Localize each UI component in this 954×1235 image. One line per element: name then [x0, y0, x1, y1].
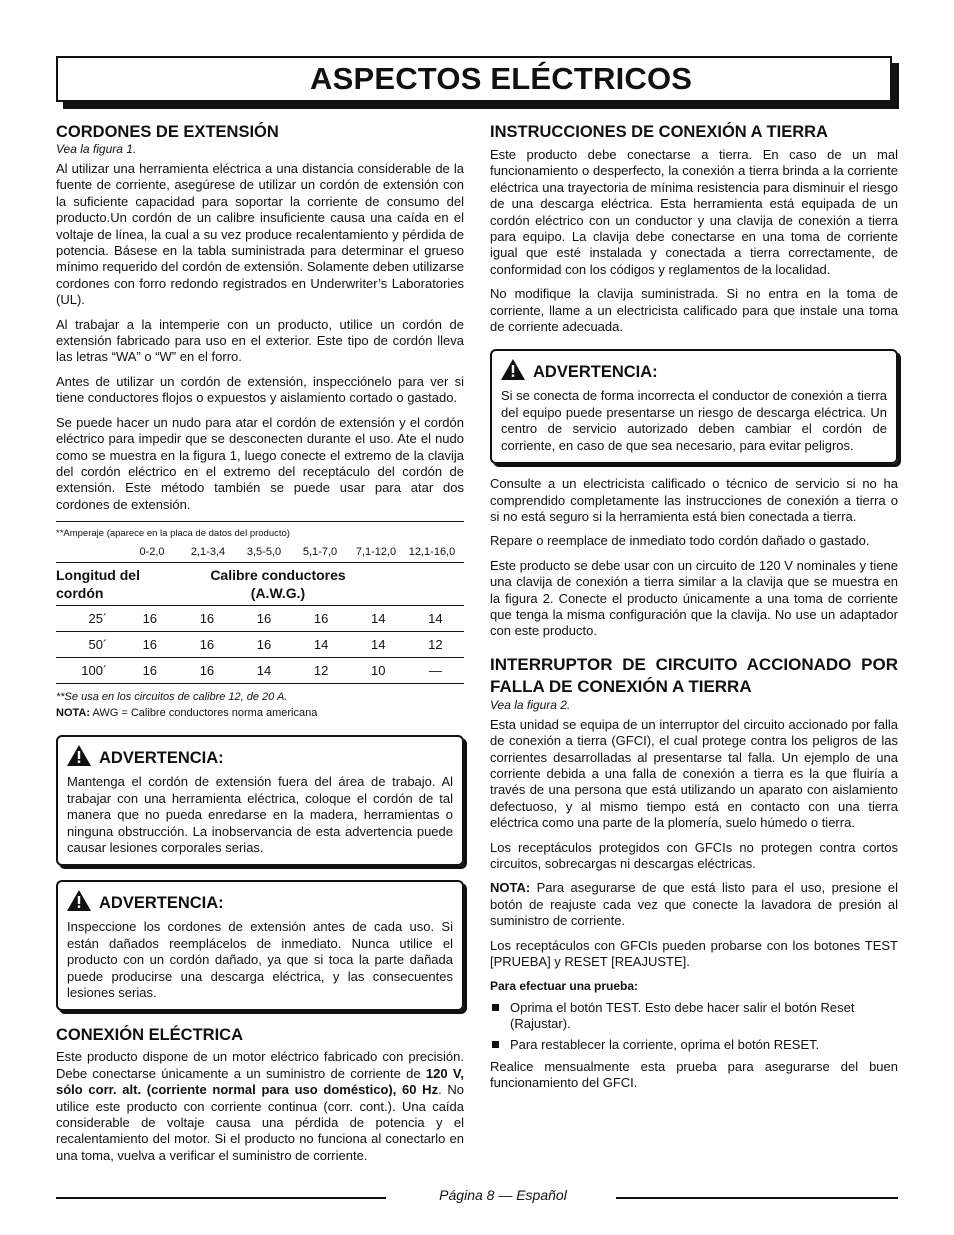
warning-title: ADVERTENCIA:	[99, 893, 224, 912]
square-bullet-icon	[492, 1004, 499, 1011]
gauge-cell: 16	[199, 637, 215, 653]
gauge-cell: 16	[199, 611, 215, 627]
paragraph: Los receptáculos protegidos con GFCIs no protegen contra cortos circuitos, sobrecargas ni descargas eléctricas.	[490, 839, 898, 871]
voltage-spec: 120 V, sólo corr. alt. (corriente normal para uso doméstico), 60 Hz	[56, 1065, 464, 1098]
warning-box	[56, 880, 464, 1011]
gauge-cell: 14	[371, 611, 386, 627]
paragraph	[490, 880, 898, 929]
figure-reference: Vea la figura 1.	[56, 142, 137, 156]
paragraph: Consulte a un electricista calificado o técnico de servicio si no ha comprendido completamente las instrucciones de conexión a tierra o si no está seguro si la herramienta está bien conectada a tierra.	[490, 476, 898, 524]
paragraph: No modifique la clavija suministrada. Si no entra en la toma de corriente, llame a un electricista calificado para que instale una toma de corriente adecuada.	[490, 286, 898, 335]
table-row	[56, 606, 464, 632]
table-note	[56, 705, 464, 721]
paragraph: Se puede hacer un nudo para atar el cordón de extensión y el cordón eléctrico para impedir que se desconecten durante el uso. Ate el nudo como se muestra en la figura 1, luego conecte el extremo de la clavija del cordón eléctrico en el extremo del receptáculo del cordón de extensión. Este método también se puede usar para atar dos cordones de extensión.	[56, 414, 464, 512]
gauge-column-header: Calibre conductores (A.W.G.)	[210, 566, 346, 601]
amperage-range: 3,5-5,0	[246, 545, 282, 558]
gauge-cell: 16	[199, 663, 215, 679]
warning-text: Si se conecta de forma incorrecta el conductor de conexión a tierra del equipo puede presentarse un riesgo de descarga eléctrica. Un centro de servicio autorizado deben cambiar el cordón de corriente, en caso de que sea necesario, para evitar peligros.	[501, 388, 887, 453]
gauge-cell: 16	[142, 637, 158, 653]
amperage-note: **Amperaje (aparece en la placa de datos del producto)	[56, 528, 290, 540]
gauge-table	[56, 521, 464, 721]
warning-box	[56, 735, 464, 866]
note-label: NOTA:	[490, 880, 531, 896]
gauge-cell: 16	[256, 637, 272, 653]
warning-triangle-icon	[501, 359, 525, 385]
warning-box	[490, 349, 898, 464]
paragraph-text: Este producto dispone de un motor eléctrico fabricado con precisión. Debe conectarse únicamente a un suministro de corriente de	[56, 1049, 464, 1081]
warning-text: Inspeccione los cordones de extensión antes de cada uso. Si están dañados reemplácelos de inmediato. Nunca utilice el producto con un cordón dañado, ya que si toca la parte dañada puede producirse una descarga eléctrica, y las consecuentes lesiones serias.	[67, 919, 453, 1000]
warning-title: ADVERTENCIA:	[533, 362, 658, 381]
gauge-cell: 14	[256, 663, 272, 679]
table-row	[56, 657, 464, 683]
step-text: Oprima el botón TEST. Esto debe hacer salir el botón Reset (Rajustar).	[510, 999, 855, 1032]
gauge-cell: 14	[428, 611, 443, 627]
note-label: NOTA:	[56, 706, 91, 719]
length-column-header: Longitud del cordón	[56, 566, 140, 601]
table-footnote: **Se usa en los circuitos de calibre 12, de 20 A.	[56, 690, 288, 703]
paragraph-text: . No utilice este producto con corriente continua (corr. cont.). Una caída considerable de voltaje causa una pérdida de potencia y el recalentamiento del motor. Si el producto no funciona al conectarlo en una toma, vuelva a verificar el suministro de corriente.	[56, 1082, 464, 1163]
paragraph: Este producto se debe usar con un circuito de 120 V nominales y tiene una clavija de conexión a tierra similar a la clavija que se muestra en la figura 2. Conecte el producto únicamente a una toma de corriente que tenga la misma configuración que la clavija. No use un adaptador con este producto.	[490, 557, 898, 639]
gauge-cell: 10	[371, 663, 386, 679]
gauge-cell: 12	[313, 663, 329, 679]
figure-reference: Vea la figura 2.	[490, 697, 571, 712]
footer-rule	[56, 1197, 386, 1199]
gauge-cell: 14	[313, 637, 329, 653]
warning-triangle-icon	[67, 890, 91, 916]
amperage-range: 7,1-12,0	[355, 545, 397, 558]
paragraph	[56, 1049, 464, 1164]
gauge-cell: 16	[142, 611, 158, 627]
table-header	[56, 562, 464, 606]
paragraph: Esta unidad se equipa de un interruptor del circuito accionado por falla de conexión a tierra (GFCI), el cual protege contra los peligros de las corrientes desarrolladas al presentarse tal falla. Un ejemplo de una corriente debida a una falla de conexión a tierra es la que fluiría a través de una persona que está utilizando un aparato con aislamiento defectuoso, y al mismo tiempo está en contacto con una tierra eléctrica como una parte de la plomería, suelo húmedo o tierra.	[490, 716, 898, 831]
paragraph: Antes de utilizar un cordón de extensión, inspecciónelo para ver si tiene conductores flojos o expuestos y aislamiento cortado o gastado.	[56, 373, 464, 406]
gauge-cell: 16	[313, 611, 329, 627]
amperage-range: 5,1-7,0	[302, 545, 338, 558]
table-row	[56, 631, 464, 657]
gauge-cell: 16	[142, 663, 158, 679]
footer	[56, 1187, 898, 1207]
amperage-range: 12,1-16,0	[408, 545, 456, 558]
amperage-range: 2,1-3,4	[190, 545, 226, 558]
square-bullet-icon	[492, 1041, 499, 1048]
list-item	[490, 1000, 898, 1033]
title-box	[56, 56, 892, 102]
warning-text: Mantenga el cordón de extensión fuera del área de trabajo. Al trabajar con una herramienta eléctrica, coloque el cordón de tal manera que no pueda enredarse en la madera, herramientas o ninguna obstrucción. La inobservancia de esta advertencia puede causar lesiones corporales serias.	[67, 774, 453, 855]
electrical-connection-heading: CONEXIÓN ELÉCTRICA	[56, 1026, 244, 1045]
test-steps-list	[490, 1000, 898, 1053]
warning-title: ADVERTENCIA:	[99, 748, 224, 767]
footer-rule	[616, 1197, 898, 1199]
length-cell: 25´	[88, 611, 108, 627]
step-text: Para restablecer la corriente, oprima el botón RESET.	[510, 1036, 820, 1052]
left-column	[56, 122, 464, 1172]
page-title: ASPECTOS ELÉCTRICOS	[310, 61, 693, 96]
paragraph: Realice mensualmente esta prueba para asegurarse del buen funcionamiento del GFCI.	[490, 1059, 898, 1091]
gauge-cell: —	[428, 663, 442, 679]
amperage-range: 0-2,0	[139, 545, 165, 558]
grounding-heading: INSTRUCCIONES DE CONEXIÓN A TIERRA	[490, 123, 828, 141]
gauge-cell: 16	[256, 611, 272, 627]
warning-triangle-icon	[67, 745, 91, 771]
right-column	[490, 122, 898, 1100]
paragraph: Al trabajar a la intemperie con un producto, utilice un cordón de extensión fabricado para uso en el exterior. Este tipo de cordón lleva las letras “WA” o “W” en el forro.	[56, 316, 464, 365]
gauge-cell: 12	[428, 637, 443, 653]
note-text: Para asegurarse de que está listo para el uso, presione el botón de reajuste cada vez que conecte la lavadora de presión al suministro de corriente.	[490, 880, 898, 929]
extension-cords-heading: CORDONES DE EXTENSIÓN	[56, 123, 279, 141]
test-heading: Para efectuar una prueba:	[490, 979, 639, 994]
amperage-row	[56, 546, 464, 558]
paragraph: Al utilizar una herramienta eléctrica a una distancia considerable de la fuente de corriente, asegúrese de utilizar un cordón de extensión con la suficiente capacidad para soportar la corriente de consumo del producto.Un cordón de un calibre insuficiente causa una caída en el voltaje de línea, la cual a su vez produce recalentamiento y pérdida de potencia. Básese en la tabla suministrada para determinar el grueso mínimo requerido del cordón de extensión. Solamente deben utilizarse cordones con forro redondo registrados en Underwriter’s Laboratories (UL).	[56, 161, 464, 308]
paragraph: Este producto debe conectarse a tierra. En caso de un mal funcionamiento o desperfecto, la conexión a tierra brinda a la corriente eléctrica una trayectoria de mínima resistencia para disminuir el riesgo de una descarga eléctrica. Esta herramienta está equipada de un cordón eléctrico con un conductor y una clavija de conexión a tierra para equipo. La clavija debe conectarse en una toma de corriente igual que esté instalada y conectada a tierra correctamente, de conformidad con los códigos y reglamentos de la localidad.	[490, 147, 898, 277]
list-item	[490, 1037, 898, 1053]
gfci-heading: INTERRUPTOR DE CIRCUITO ACCIONADO POR FALLA DE CONEXIÓN A TIERRA	[490, 654, 898, 696]
gauge-cell: 14	[371, 637, 386, 653]
paragraph: Los receptáculos con GFCIs pueden probarse con los botones TEST [PRUEBA] y RESET [REAJUSTE].	[490, 937, 898, 970]
length-cell: 100´	[81, 663, 108, 679]
paragraph: Repare o reemplace de inmediato todo cordón dañado o gastado.	[490, 533, 870, 549]
gauge-table-body	[56, 606, 464, 684]
note-text: AWG = Calibre conductores norma americana	[90, 706, 318, 719]
page-number: Página 8 — Español	[439, 1187, 567, 1203]
length-cell: 50´	[88, 637, 108, 653]
